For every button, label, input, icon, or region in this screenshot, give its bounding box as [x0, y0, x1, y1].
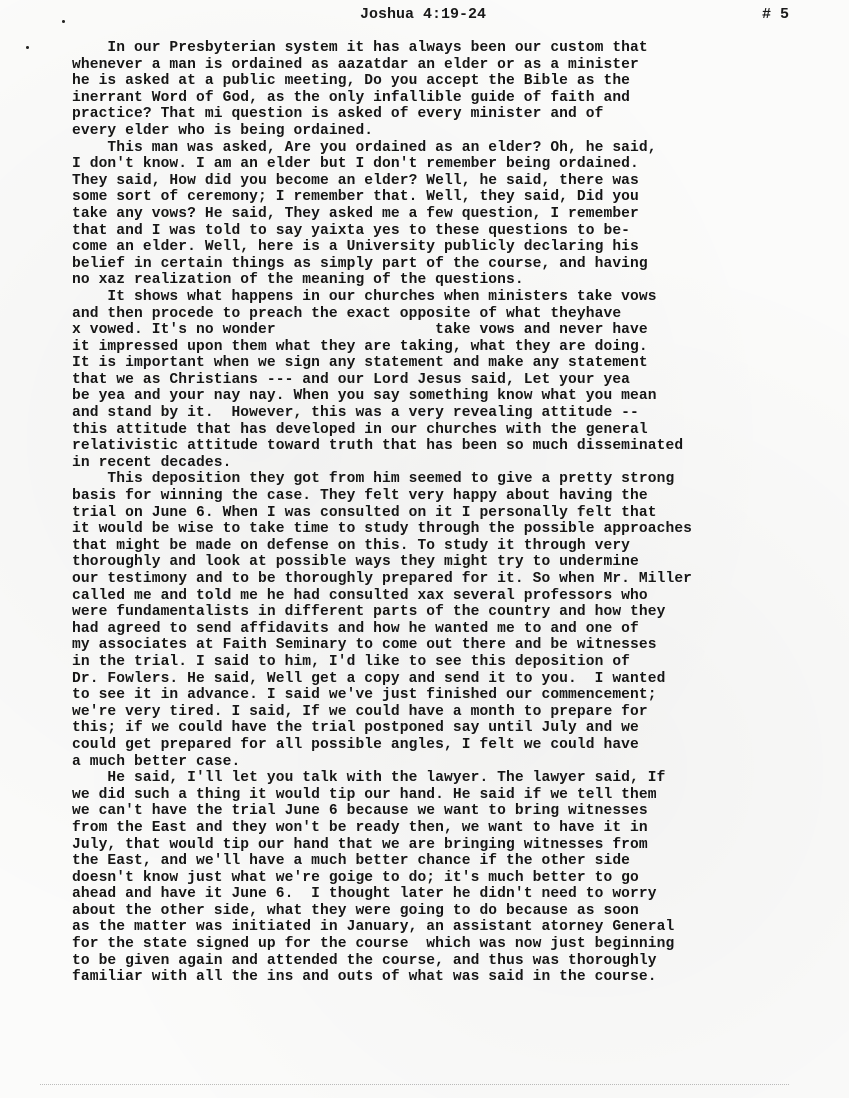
text-line: it would be wise to take time to study through the possible approaches [72, 521, 693, 538]
text-line: Dr. Fowlers. He said, Well get a copy and send it to you. I wanted [72, 670, 666, 687]
text-line: It shows what happens in our churches when ministers take vows [72, 288, 657, 305]
text-line: belief in certain things as simply part of the course, and having [72, 255, 648, 272]
text-line: it impressed upon them what they are taking, what they are doing. [72, 338, 648, 355]
text-line: my associates at Faith Seminary to come out there and be witnesses [72, 637, 657, 654]
text-line: and then procede to preach the exact opposite of what theyhave [72, 305, 622, 322]
text-line: I don't know. I am an elder but I don't remember being ordained. [72, 156, 639, 173]
text-line: could get prepared for all possible angles, I felt we could have [72, 736, 639, 753]
text-line: doesn't know just what we're goige to do; it's much better to go [72, 869, 639, 886]
text-line: that and I was told to say yaixta yes to these questions to be- [72, 222, 631, 239]
text-line: this attitude that has developed in our churches with the general [72, 421, 648, 438]
text-line: to see it in advance. I said we've just finished our commencement; [72, 687, 657, 704]
text-line: This deposition they got from him seemed to give a pretty strong [72, 471, 675, 488]
text-line: In our Presbyterian system it has always been our custom that [72, 40, 648, 56]
scan-speck [62, 20, 65, 23]
text-line: in the trial. I said to him, I'd like to see this deposition of [72, 653, 631, 670]
text-line: he is asked at a public meeting, Do you accept the Bible as the [72, 73, 631, 90]
text-line: the East, and we'll have a much better chance if the other side [72, 853, 631, 870]
text-line: x vowed. It's no wonder take vows and never have [72, 322, 648, 339]
text-line: this; if we could have the trial postponed say until July and we [72, 720, 639, 737]
text-line: we did such a thing it would tip our hand. He said if we tell them [72, 786, 657, 803]
page-header [0, 6, 849, 26]
text-line: that we as Christians --- and our Lord Jesus said, Let your yea [72, 371, 631, 388]
text-line: relativistic attitude toward truth that has been so much disseminated [72, 438, 684, 455]
text-line: from the East and they won't be ready then, we want to have it in [72, 819, 648, 836]
page-number: # 5 [762, 6, 790, 23]
text-line: July, that would tip our hand that we are bringing witnesses from [72, 836, 648, 853]
text-line: trial on June 6. When I was consulted on it I personally felt that [72, 504, 657, 521]
text-line: for the state signed up for the course which was now just beginning [72, 936, 675, 953]
text-line: be yea and your nay nay. When you say something know what you mean [72, 388, 657, 405]
text-line: we're very tired. I said, If we could have a month to prepare for [72, 703, 648, 720]
scan-speck [26, 46, 29, 49]
scripture-reference: Joshua 4:19-24 [360, 6, 487, 23]
text-line: thoroughly and look at possible ways they might try to undermine [72, 554, 639, 571]
text-line: He said, I'll let you talk with the lawyer. The lawyer said, If [72, 770, 666, 787]
text-line: familiar with all the ins and outs of what was said in the course. [72, 969, 657, 986]
text-line: no xaz realization of the meaning of the questions. [72, 272, 524, 289]
text-line: come an elder. Well, here is a University publicly declaring his [72, 239, 639, 256]
text-line: practice? That mi question is asked of every minister and of [72, 106, 604, 123]
text-line: ahead and have it June 6. I thought later he didn't need to worry [72, 886, 657, 903]
text-line: about the other side, what they were going to do because as soon [72, 902, 639, 919]
text-line: called me and told me he had consulted xax several professors who [72, 587, 648, 604]
text-line: we can't have the trial June 6 because we want to bring witnesses [72, 803, 648, 820]
text-line: a much better case. [72, 753, 241, 770]
text-line: This man was asked, Are you ordained as an elder? Oh, he said, [72, 139, 657, 156]
text-line: that might be made on defense on this. To study it through very [72, 537, 631, 554]
text-line: They said, How did you become an elder? Well, he said, there was [72, 172, 639, 189]
text-line: to be given again and attended the course, and thus was thoroughly [72, 952, 657, 969]
text-line: whenever a man is ordained as aazatdar an elder or as a minister [72, 56, 639, 73]
text-line: our testimony and to be thoroughly prepared for it. So when Mr. Miller [72, 571, 693, 587]
text-line: every elder who is being ordained. [72, 122, 374, 139]
scan-edge [40, 1084, 789, 1086]
text-line: in recent decades. [72, 454, 232, 471]
text-line: take any vows? He said, They asked me a few question, I remember [72, 205, 639, 222]
typewritten-body [72, 40, 792, 986]
text-line: and stand by it. However, this was a very revealing attitude -- [72, 405, 639, 422]
text-line: basis for winning the case. They felt very happy about having the [72, 488, 648, 505]
text-line: as the matter was initiated in January, an assistant atorney General [72, 919, 675, 936]
text-line: inerrant Word of God, as the only infallible guide of faith and [72, 89, 631, 106]
text-line: were fundamentalists in different parts of the country and how they [72, 604, 666, 621]
text-line: It is important when we sign any statement and make any statement [72, 355, 648, 372]
text-line: had agreed to send affidavits and how he wanted me to and one of [72, 620, 639, 637]
text-line: some sort of ceremony; I remember that. Well, they said, Did you [72, 189, 639, 206]
